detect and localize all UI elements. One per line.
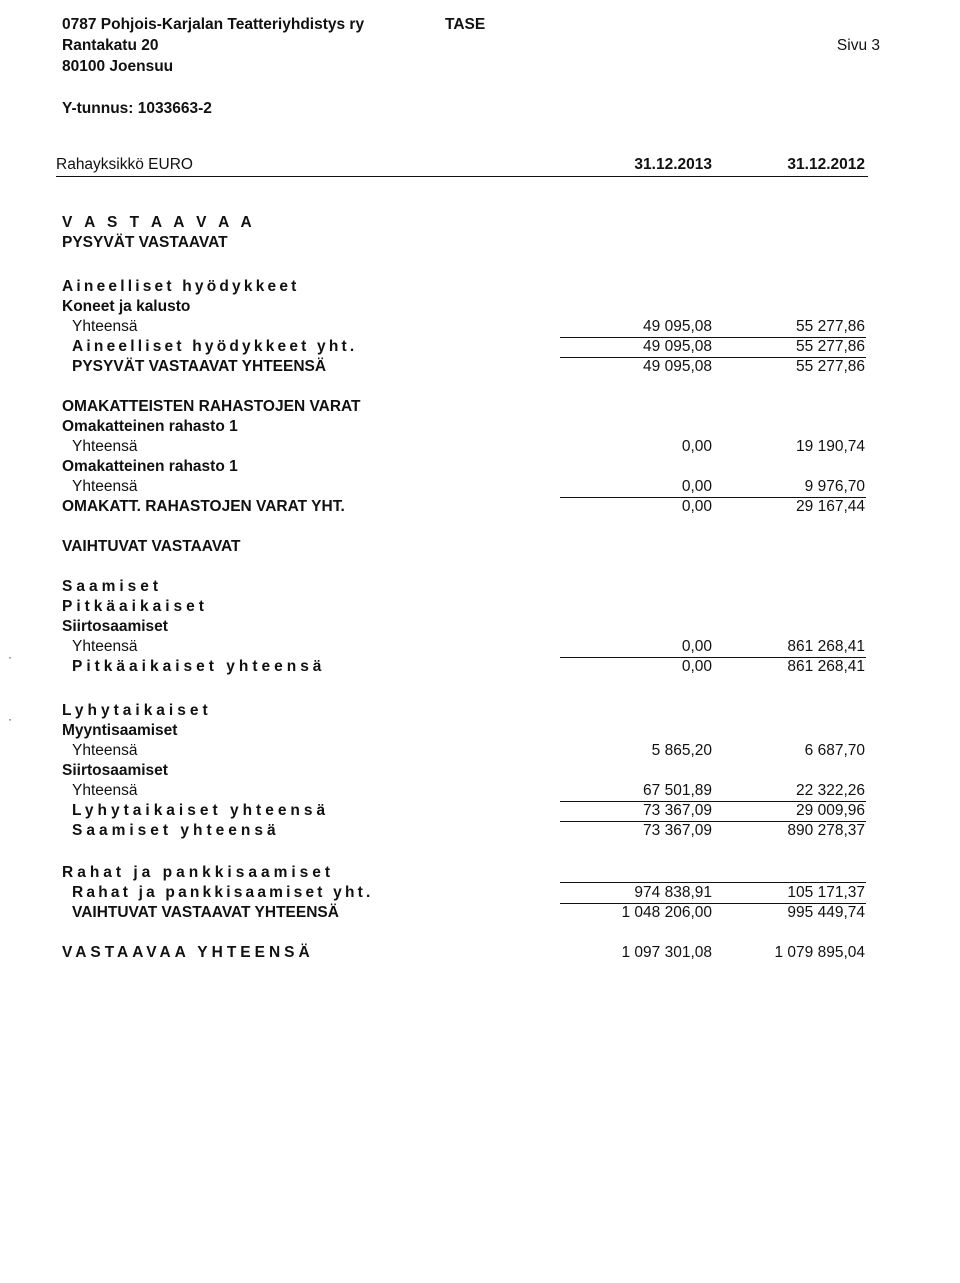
row-value-2012: 22 322,26 <box>796 782 865 799</box>
grand-total-label: VASTAAVAA YHTEENSÄ <box>62 944 314 961</box>
row-value-2012: 19 190,74 <box>796 438 865 455</box>
row-value-2012: 105 171,37 <box>787 884 865 901</box>
heading-rahat: Rahat ja pankkisaamiset <box>62 864 335 881</box>
heading-pitkaaikaiset: Pitkäaikaiset <box>62 598 208 615</box>
postal-address: 80100 Joensuu <box>62 58 174 75</box>
row-value-2013: 49 095,08 <box>643 318 712 335</box>
row-value-2012: 29 009,96 <box>796 802 865 819</box>
row-label: Yhteensä <box>72 742 138 759</box>
row-label: Lyhytaikaiset yhteensä <box>72 802 330 819</box>
heading-aineelliset: Aineelliset hyödykkeet <box>62 278 300 295</box>
row-value-2013: 73 367,09 <box>643 802 712 819</box>
row-value-2013: 0,00 <box>681 438 712 455</box>
column-date-2012: 31.12.2012 <box>787 156 865 173</box>
row-value-2013: 49 095,08 <box>643 358 712 375</box>
row-label: Aineelliset hyödykkeet yht. <box>72 338 358 355</box>
heading-lyhytaikaiset: Lyhytaikaiset <box>62 702 212 719</box>
heading-rahasto: Omakatteinen rahasto 1 <box>62 418 238 435</box>
row-value-2012: 55 277,86 <box>796 318 865 335</box>
row-value-2013: 73 367,09 <box>643 822 712 839</box>
heading-myyntisaamiset: Myyntisaamiset <box>62 722 178 739</box>
row-value-2013: 0,00 <box>681 638 712 655</box>
section-vastaavaa: V A S T A A V A A <box>62 214 256 231</box>
heading-omakatteiset: OMAKATTEISTEN RAHASTOJEN VARAT <box>62 398 361 415</box>
page-number: Sivu 3 <box>836 37 880 54</box>
heading-koneet: Koneet ja kalusto <box>62 298 191 315</box>
row-label: Saamiset yhteensä <box>72 822 280 839</box>
row-value-2012: 995 449,74 <box>787 904 865 921</box>
grand-total-2013: 1 097 301,08 <box>621 944 712 961</box>
row-label: Yhteensä <box>72 478 138 495</box>
column-date-2013: 31.12.2013 <box>634 156 712 173</box>
heading-siirtosaamiset: Siirtosaamiset <box>62 618 168 635</box>
row-value-2013: 49 095,08 <box>643 338 712 355</box>
row-value-2012: 29 167,44 <box>796 498 865 515</box>
currency-label: Rahayksikkö EURO <box>56 156 193 173</box>
business-id: Y-tunnus: 1033663-2 <box>62 100 212 117</box>
row-value-2013: 974 838,91 <box>634 884 712 901</box>
heading-rahasto: Omakatteinen rahasto 1 <box>62 458 238 475</box>
heading-saamiset: Saamiset <box>62 578 163 595</box>
heading-siirtosaamiset: Siirtosaamiset <box>62 762 168 779</box>
heading-pysyvat: PYSYVÄT VASTAAVAT <box>62 234 228 251</box>
grand-total-2012: 1 079 895,04 <box>774 944 865 961</box>
row-value-2012: 55 277,86 <box>796 338 865 355</box>
row-label: Yhteensä <box>72 438 138 455</box>
doc-title: TASE <box>445 16 486 33</box>
row-value-2013: 0,00 <box>681 658 712 675</box>
scan-speck: · <box>8 712 12 726</box>
row-label: Yhteensä <box>72 638 138 655</box>
row-value-2012: 9 976,70 <box>804 478 865 495</box>
subtotal-rule <box>560 882 866 883</box>
row-value-2012: 6 687,70 <box>804 742 865 759</box>
street-address: Rantakatu 20 <box>62 37 159 54</box>
row-label: Yhteensä <box>72 782 138 799</box>
row-label: Pitkäaikaiset yhteensä <box>72 658 326 675</box>
row-label: OMAKATT. RAHASTOJEN VARAT YHT. <box>62 498 345 515</box>
row-value-2012: 861 268,41 <box>787 638 865 655</box>
row-label: VAIHTUVAT VASTAAVAT YHTEENSÄ <box>72 904 339 921</box>
row-label: Yhteensä <box>72 318 138 335</box>
heading-vaihtuvat: VAIHTUVAT VASTAAVAT <box>62 538 241 555</box>
row-label: Rahat ja pankkisaamiset yht. <box>72 884 374 901</box>
row-value-2012: 861 268,41 <box>787 658 865 675</box>
row-value-2013: 67 501,89 <box>643 782 712 799</box>
scan-speck: · <box>8 650 12 664</box>
row-label: PYSYVÄT VASTAAVAT YHTEENSÄ <box>72 358 327 375</box>
header-rule <box>56 176 868 177</box>
row-value-2012: 890 278,37 <box>787 822 865 839</box>
row-value-2013: 0,00 <box>681 498 712 515</box>
row-value-2013: 0,00 <box>681 478 712 495</box>
org-name: 0787 Pohjois-Karjalan Teatteriyhdistys ry <box>62 16 365 33</box>
row-value-2013: 1 048 206,00 <box>621 904 712 921</box>
row-value-2012: 55 277,86 <box>796 358 865 375</box>
row-value-2013: 5 865,20 <box>651 742 712 759</box>
